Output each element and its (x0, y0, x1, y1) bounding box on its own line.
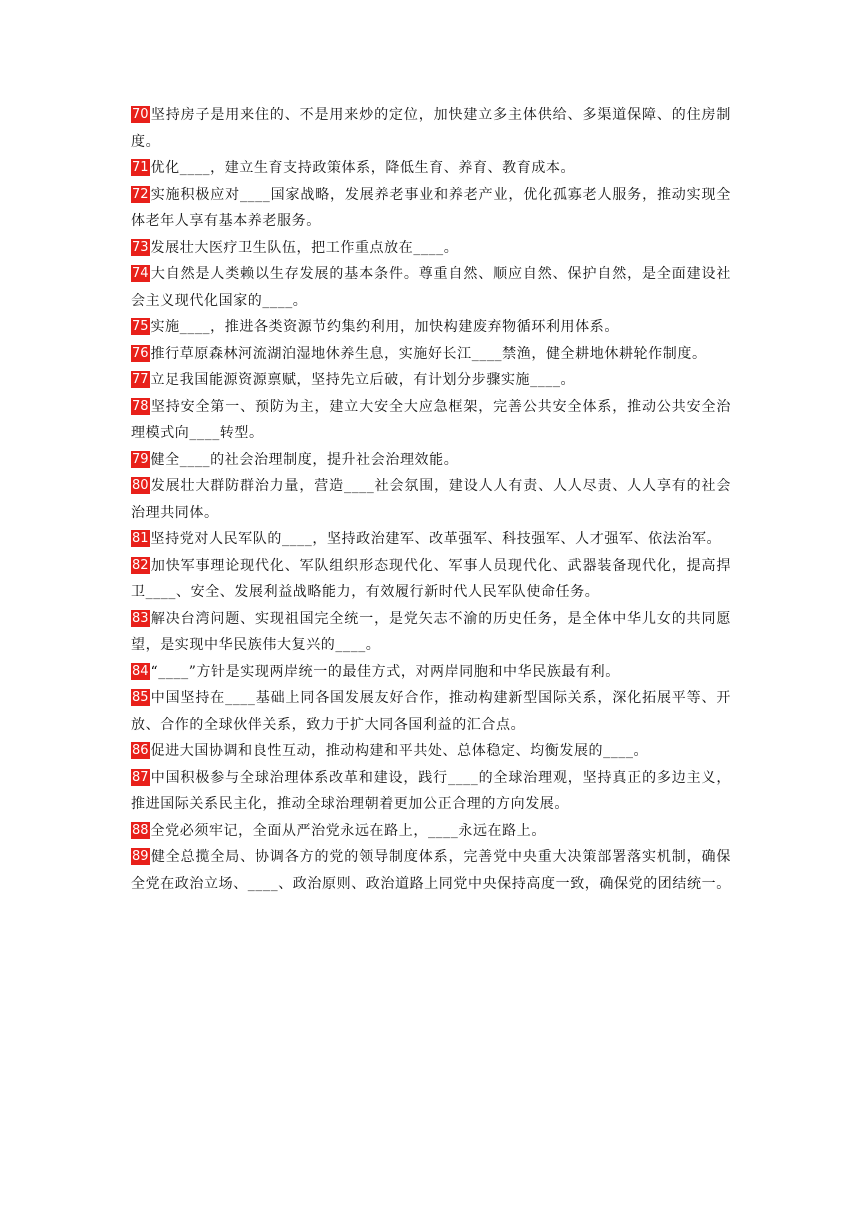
question-number-badge: 77 (132, 372, 149, 387)
question-item (131, 526, 731, 553)
question-text: 优化____，建立生育支持政策体系，降低生育、养育、教育成本。 (150, 160, 576, 176)
question-item (131, 473, 731, 526)
question-text: 坚持安全第一、预防为主，建立大安全大应急框架，完善公共安全体系，推动公共安全治理模式向____转型。 (131, 398, 731, 441)
question-item (131, 367, 731, 394)
question-item (131, 659, 731, 686)
question-text: 加快军事理论现代化、军队组织形态现代化、军事人员现代化、武器装备现代化，提高捍卫____、安全、发展利益战略能力，有效履行新时代人民军队使命任务。 (131, 557, 731, 600)
question-text: 中国坚持在____基础上同各国发展友好合作，推动构建新型国际关系，深化拓展平等、开放、合作的全球伙伴关系，致力于扩大同各国利益的汇合点。 (131, 690, 731, 733)
question-item (131, 182, 731, 235)
question-number-badge: 71 (132, 160, 149, 175)
question-item (131, 341, 731, 368)
question-item (131, 818, 731, 845)
question-item (131, 685, 731, 738)
question-text: 实施积极应对____国家战略，发展养老事业和养老产业，优化孤寡老人服务，推动实现全体老年人享有基本养老服务。 (131, 186, 731, 229)
question-item (131, 447, 731, 474)
question-text: 发展壮大医疗卫生队伍，把工作重点放在____。 (150, 239, 459, 256)
question-number-badge: 72 (132, 186, 149, 202)
question-item (131, 261, 731, 314)
question-item (131, 606, 731, 659)
question-number-badge: 88 (132, 822, 149, 838)
question-number-badge: 80 (132, 478, 149, 493)
question-text: 坚持房子是用来住的、不是用来炒的定位，加快建立多主体供给、多渠道保障、的住房制度。 (131, 107, 731, 150)
question-item (131, 738, 731, 765)
question-text: 实施____，推进各类资源节约集约利用，加快构建废弃物循环利用体系。 (150, 319, 619, 335)
question-item (131, 394, 731, 447)
question-number-badge: 79 (132, 451, 149, 467)
question-number-badge: 82 (132, 557, 149, 573)
question-number-badge: 76 (132, 345, 149, 361)
question-number-badge: 81 (132, 531, 149, 546)
question-number-badge: 74 (132, 266, 149, 281)
question-item (131, 553, 731, 606)
question-number-badge: 86 (132, 743, 149, 758)
question-text: 立足我国能源资源禀赋，坚持先立后破，有计划分步骤实施____。 (150, 372, 576, 388)
question-text: 健全总揽全局、协调各方的党的领导制度体系，完善党中央重大决策部署落实机制，确保全党在政治立场、____、政治原则、政治道路上同党中央保持高度一致，确保党的团结统一。 (131, 849, 731, 892)
question-text: 大自然是人类赖以生存发展的基本条件。尊重自然、顺应自然、保护自然，是全面建设社会主义现代化国家的____。 (131, 266, 731, 309)
question-number-badge: 84 (132, 663, 149, 679)
question-number-badge: 87 (132, 769, 149, 785)
question-text: 推行草原森林河流湖泊湿地休养生息，实施好长江____禁渔，健全耕地休耕轮作制度。 (150, 345, 707, 362)
question-text: 发展壮大群防群治力量，营造____社会氛围，建设人人有责、人人尽责、人人享有的社会治理共同体。 (131, 478, 731, 521)
question-number-badge: 85 (132, 690, 149, 705)
question-number-badge: 78 (132, 398, 149, 414)
question-text: 坚持党对人民军队的____，坚持政治建军、改革强军、科技强军、人才强军、依法治军。 (150, 531, 722, 547)
question-item (131, 314, 731, 341)
question-item (131, 102, 731, 155)
question-number-badge: 73 (132, 239, 149, 255)
question-text: 全党必须牢记，全面从严治党永远在路上，____永远在路上。 (150, 822, 546, 839)
question-text: “____”方针是实现两岸统一的最佳方式，对两岸同胞和中华民族最有利。 (150, 663, 620, 680)
question-item (131, 155, 731, 182)
question-item (131, 235, 731, 262)
question-text: 促进大国协调和良性互动，推动构建和平共处、总体稳定、均衡发展的____。 (150, 743, 649, 759)
question-item (131, 844, 731, 897)
question-number-badge: 70 (132, 107, 149, 122)
question-text: 健全____的社会治理制度，提升社会治理效能。 (150, 451, 459, 468)
question-list (131, 102, 731, 897)
question-number-badge: 89 (132, 849, 149, 864)
question-item (131, 765, 731, 818)
question-number-badge: 83 (132, 610, 149, 626)
question-text: 中国积极参与全球治理体系改革和建设，践行____的全球治理观，坚持真正的多边主义，推进国际关系民主化，推动全球治理朝着更加公正合理的方向发展。 (131, 769, 731, 812)
question-text: 解决台湾问题、实现祖国完全统一，是党矢志不渝的历史任务，是全体中华儿女的共同愿望，是实现中华民族伟大复兴的____。 (131, 610, 731, 653)
question-number-badge: 75 (132, 319, 149, 334)
